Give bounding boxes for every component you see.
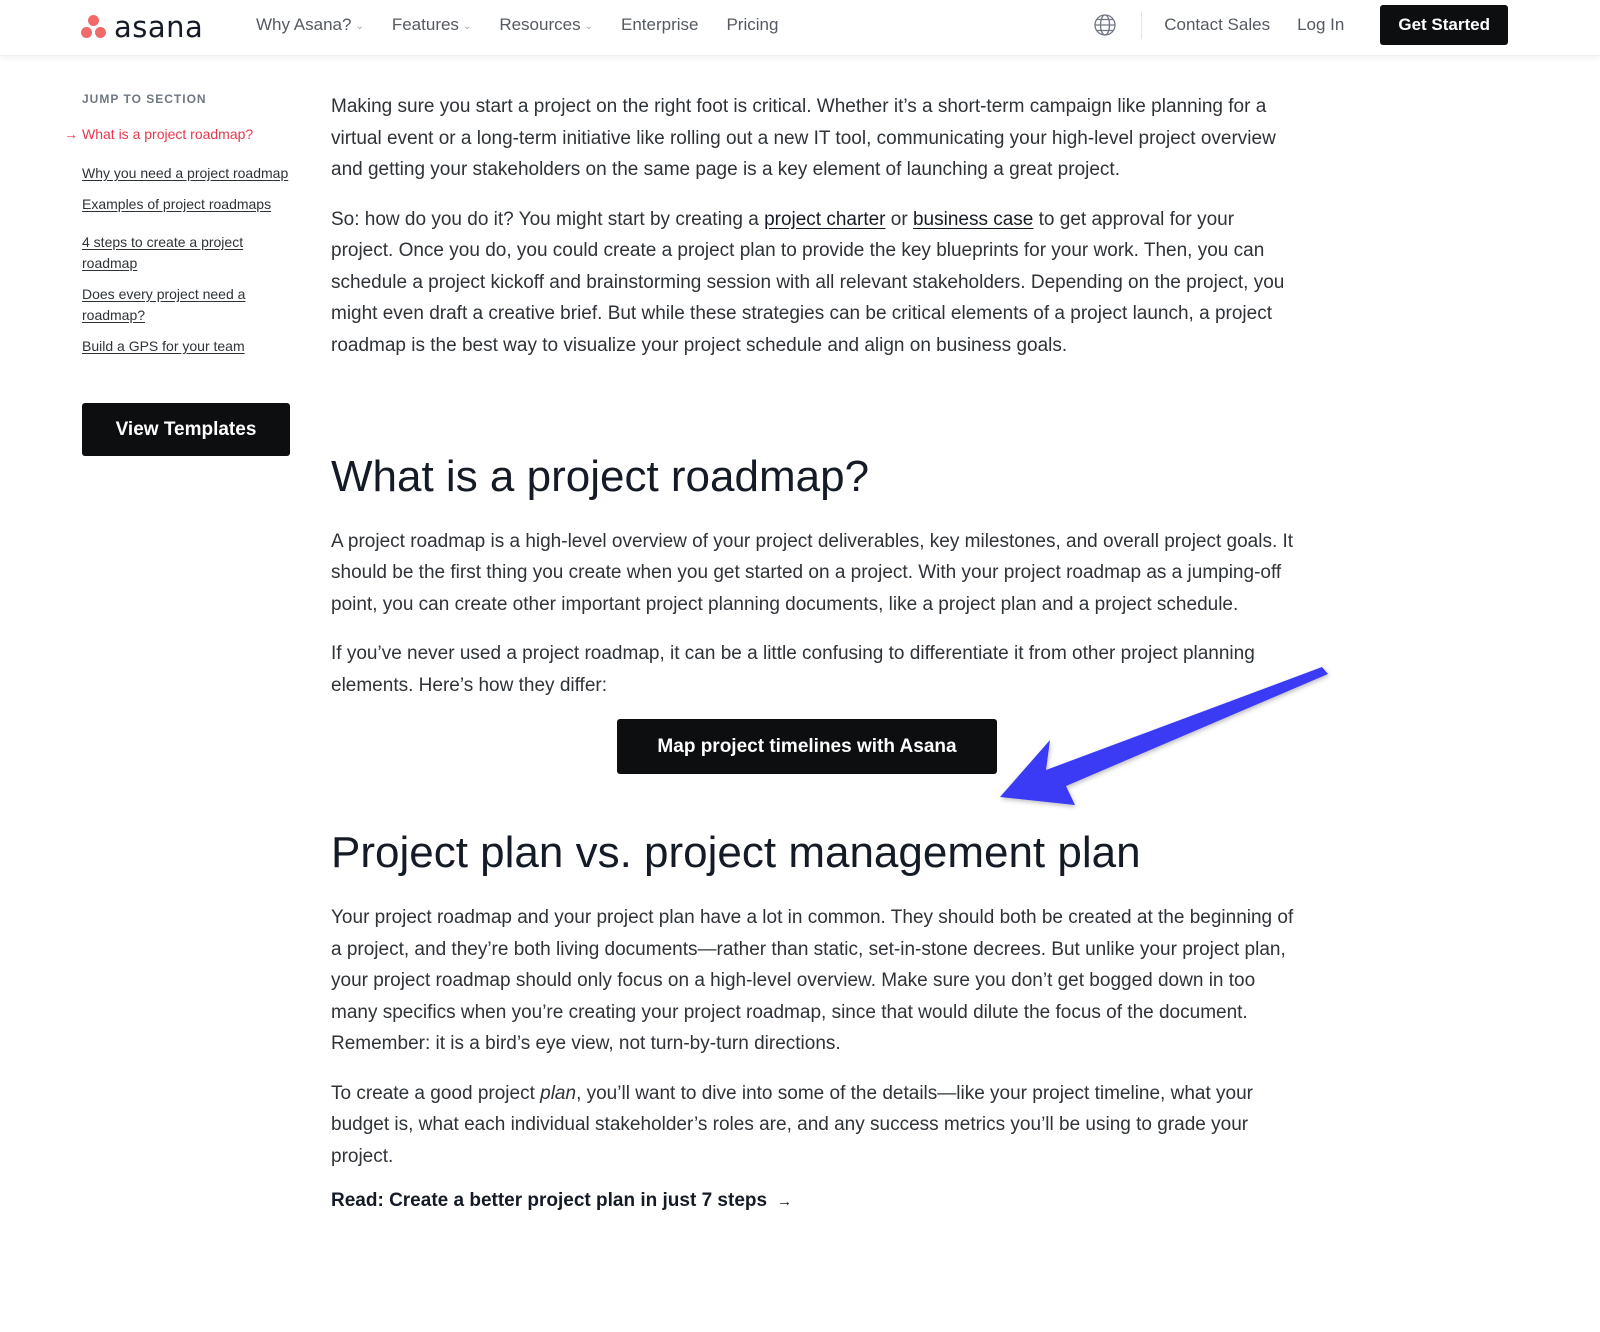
text-span: to get approval for your project. Once you do, you could create a project plan to provide the key blueprints for your work. Then, you can schedule a project kickoff and brainstorming session with all relevant stakeholders. Depending on the project, you might even draft a creative brief. But while these strategies can be critical elements of a project launch, a project roadmap is the best way to visualize your project schedule and align on business goals.: [331, 208, 1285, 356]
read-project-plan-link[interactable]: [331, 1190, 1297, 1212]
toc-item-does-every-project[interactable]: [82, 284, 297, 326]
intro-paragraph-2: [331, 204, 1297, 362]
log-in-link[interactable]: Log In: [1297, 15, 1345, 34]
project-charter-link[interactable]: project charter: [764, 208, 886, 230]
asana-logo-icon: [80, 15, 108, 39]
nav-label: Features: [391, 15, 459, 34]
site-header: [0, 0, 1600, 56]
toc-item-what-is-roadmap[interactable]: [64, 124, 297, 145]
emphasis-text: plan: [540, 1082, 577, 1104]
view-templates-button[interactable]: View Templates: [82, 403, 290, 456]
logo-text: asana: [114, 9, 204, 44]
toc-link[interactable]: What is a project roadmap?: [82, 126, 254, 142]
roadmap-paragraph-1: A project roadmap is a high-level overview of your project deliverables, key milestones, and overall project goals. It should be the first thing you create when you get started on a project. With your project roadmap as a jumping-off point, you can create other important project planning documents, like a project plan and a project schedule.: [331, 530, 1294, 615]
toc-item-why-need-roadmap[interactable]: [82, 163, 297, 184]
chevron-down-icon: ⌄: [355, 20, 364, 32]
nav-label: Enterprise: [620, 15, 699, 34]
text-span: So: how do you do it? You might start by creating a: [331, 208, 765, 230]
business-case-link[interactable]: business case: [912, 208, 1034, 230]
toc-link[interactable]: Why you need a project roadmap: [82, 165, 289, 181]
table-of-contents: [64, 124, 297, 357]
nav-resources[interactable]: [499, 15, 593, 35]
toc-link[interactable]: Does every project need a roadmap?: [82, 286, 246, 323]
nav-enterprise[interactable]: [621, 15, 698, 35]
cta-container: [331, 719, 1297, 774]
main-nav: [256, 0, 806, 50]
read-link-label: Read: Create a better project plan in just 7 steps: [331, 1190, 768, 1212]
nav-pricing[interactable]: [726, 15, 778, 35]
jump-to-section-sidebar: [64, 92, 297, 456]
text-span: , you’ll want to dive into some of the details—like your project timeline, what your budget is, what each individual stakeholder’s roles are, and any success metrics you’ll be using to grade your project.: [331, 1082, 1253, 1167]
chevron-down-icon: ⌄: [584, 20, 593, 32]
heading-what-is-roadmap: What is a project roadmap?: [331, 452, 870, 501]
contact-sales-link[interactable]: Contact Sales: [1164, 15, 1271, 34]
get-started-button[interactable]: Get Started: [1380, 5, 1508, 45]
chevron-down-icon: ⌄: [462, 20, 472, 32]
map-project-timelines-button[interactable]: Map project timelines with Asana: [617, 719, 997, 774]
nav-label: Why Asana?: [256, 15, 352, 34]
nav-features[interactable]: [392, 15, 471, 35]
jump-to-section-label: JUMP TO SECTION: [82, 92, 207, 106]
asana-logo[interactable]: [80, 9, 204, 44]
toc-link[interactable]: Examples of project roadmaps: [82, 196, 272, 212]
header-divider: [1141, 11, 1142, 39]
plan-paragraph-1: Your project roadmap and your project plan have a lot in common. They should both be created at the beginning of a project, and they’re both living documents—rather than static, set-in-stone decrees. But unlike your project plan, your project roadmap should only focus on a high-level overview. Make sure you don’t get bogged down in too many specifics when you’re creating your project roadmap, since that would dilute the focus of the document. Remember: it is a bird’s eye view, not turn-by-turn directions.: [331, 907, 1294, 1055]
toc-item-examples[interactable]: [82, 194, 297, 215]
roadmap-paragraph-2: If you’ve never used a project roadmap, it can be a little confusing to differentiate it from other project planning elements. Here’s how they differ:: [331, 643, 1255, 696]
nav-label: Pricing: [726, 15, 779, 34]
article-body: [331, 91, 1297, 1212]
heading-project-plan-vs-pm-plan: Project plan vs. project management plan: [331, 828, 1141, 878]
plan-paragraph-2: [331, 1078, 1297, 1173]
nav-why-asana[interactable]: [256, 15, 364, 35]
globe-icon[interactable]: [1093, 13, 1117, 37]
arrow-right-icon: →: [777, 1192, 793, 1210]
text-span: To create a good project: [331, 1082, 541, 1104]
text-span: or: [885, 208, 913, 230]
arrow-right-icon: →: [64, 126, 78, 142]
nav-label: Resources: [499, 15, 581, 34]
toc-link[interactable]: Build a GPS for your team: [82, 338, 245, 354]
toc-link[interactable]: 4 steps to create a project roadmap: [82, 234, 244, 271]
toc-item-4-steps[interactable]: [82, 232, 297, 274]
toc-item-build-gps[interactable]: [82, 336, 297, 357]
header-actions: [1093, 0, 1508, 50]
intro-paragraph-1: Making sure you start a project on the right foot is critical. Whether it’s a short-term campaign like planning for a virtual event or a long-term initiative like rolling out a new IT tool, communicating your high-level project overview and getting your stakeholders on the same page is a key element of launching a great project.: [331, 96, 1276, 180]
